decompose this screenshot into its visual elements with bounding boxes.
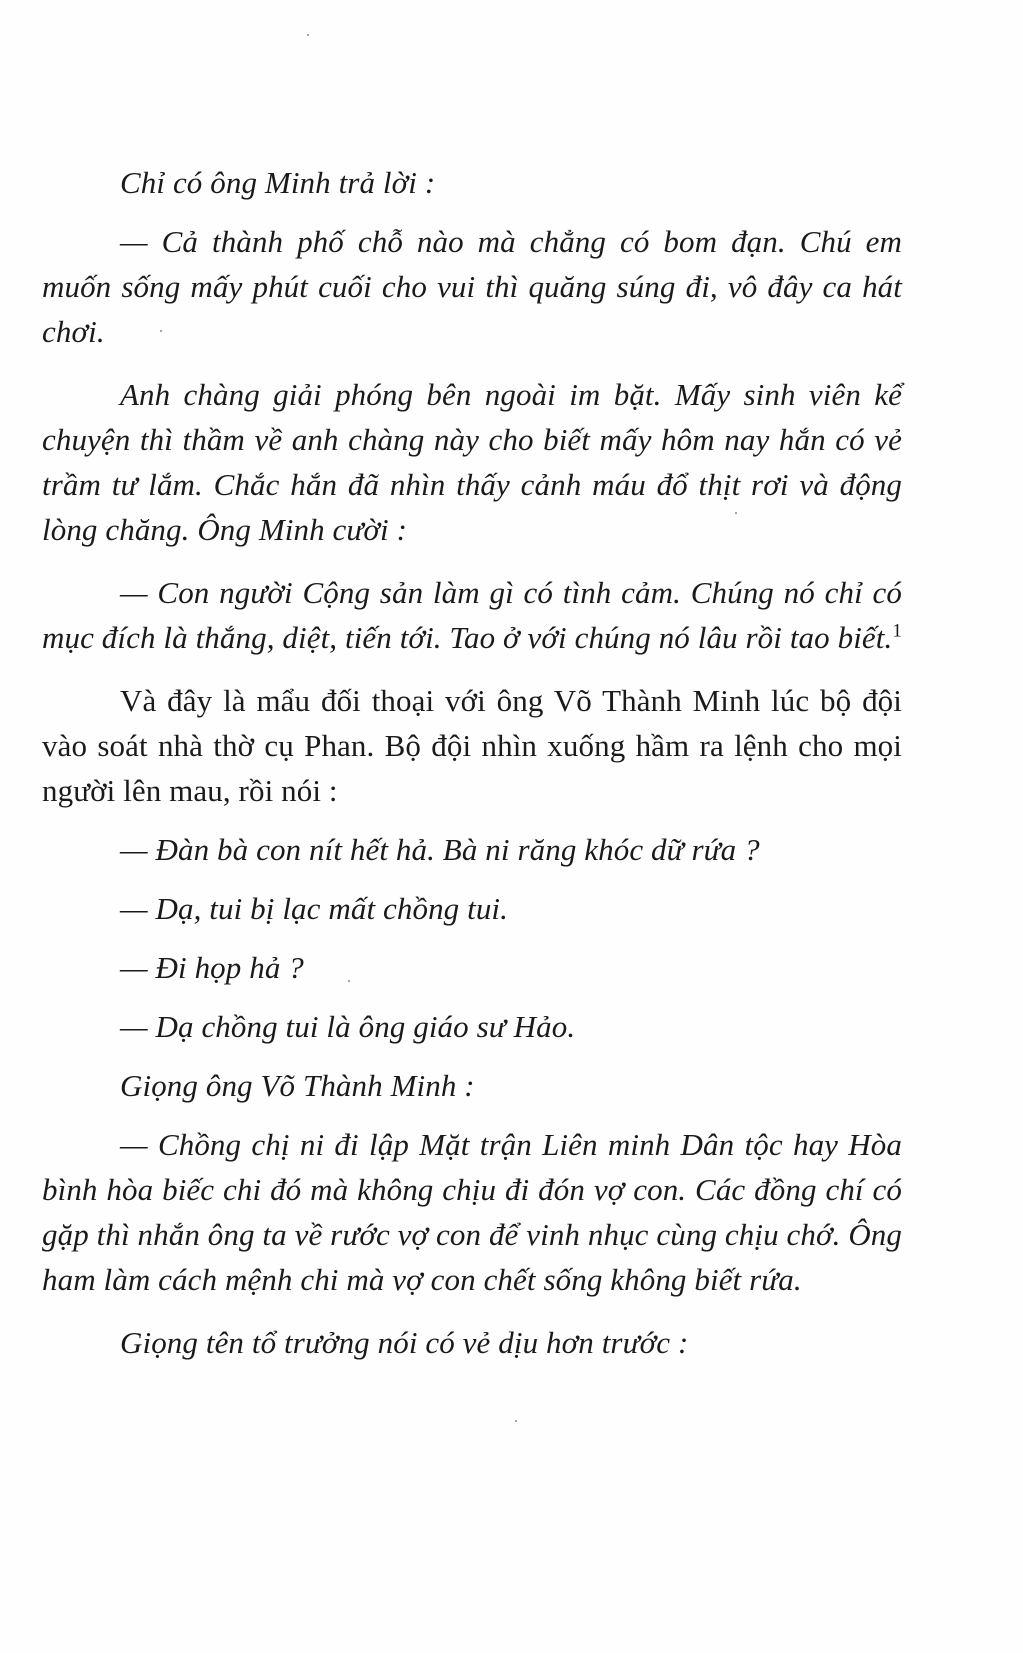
paragraph-text: — Dạ, tui bị lạc mất chồng tui. xyxy=(120,891,508,926)
paragraph-text: — Đi họp hả ? xyxy=(120,950,304,985)
paragraph-minh-voice xyxy=(42,1063,902,1108)
scan-speck xyxy=(515,1420,517,1422)
paragraph-text: — Chồng chị ni đi lập Mặt trận Liên minh Dân tộc hay Hòa bình hòa biếc chi đó mà không chịu đi đón vợ con. Các đồng chí có gặp thì nhắn ông ta về rước vợ con để vinh nhục cùng chịu chớ. Ông ham làm cách mệnh chi mà vợ con chết sống không biết rứa. xyxy=(42,1127,903,1297)
body-text xyxy=(42,160,902,1365)
paragraph-text: — Cả thành phố chỗ nào mà chẳng có bom đạn. Chú em muốn sống mấy phút cuối cho vui thì quăng súng đi, vô đây ca hát chơi. xyxy=(42,224,902,349)
dialogue-line xyxy=(42,1004,902,1049)
dialogue-line xyxy=(42,827,902,872)
paragraph-text: — Con người Cộng sản làm gì có tình cảm. Chúng nó chỉ có mục đích là thắng, diệt, tiến tới. Tao ở với chúng nó lâu rồi tao biết. xyxy=(42,575,902,655)
paragraph-liberation-soldier xyxy=(42,372,902,552)
paragraph-text: Anh chàng giải phóng bên ngoài im bặt. Mấy sinh viên kể chuyện thì thầm về anh chàng này cho biết mấy hôm nay hắn có vẻ trầm tư lắm. Chắc hắn đã nhìn thấy cảnh máu đổ thịt rơi và động lòng chăng. Ông Minh cười : xyxy=(42,377,902,547)
paragraph-dialogue-intro xyxy=(42,678,902,813)
paragraph-text: Giọng ông Võ Thành Minh : xyxy=(120,1068,475,1103)
dialogue-line xyxy=(42,886,902,931)
dialogue-minh-city xyxy=(42,219,902,354)
paragraph-text: Chỉ có ông Minh trả lời : xyxy=(120,165,436,200)
dialogue-line xyxy=(42,945,902,990)
scan-speck xyxy=(307,34,309,36)
paragraph-text: — Dạ chồng tui là ông giáo sư Hảo. xyxy=(120,1009,576,1044)
dialogue-communist-people xyxy=(42,570,902,660)
footnote-marker: 1 xyxy=(892,620,902,642)
paragraph-text: Giọng tên tổ trưởng nói có vẻ dịu hơn trước : xyxy=(120,1325,689,1360)
paragraph-text: Và đây là mẩu đối thoại với ông Võ Thành Minh lúc bộ đội vào soát nhà thờ cụ Phan. Bộ đội nhìn xuống hầm ra lệnh cho mọi người lên mau, rồi nói : xyxy=(42,683,902,808)
paragraph-group-leader-voice xyxy=(42,1320,902,1365)
dialogue-minh-husband xyxy=(42,1122,902,1302)
paragraph-text: — Đàn bà con nít hết hả. Bà ni răng khóc dữ rứa ? xyxy=(120,832,760,867)
paragraph-minh-answers xyxy=(42,160,902,205)
